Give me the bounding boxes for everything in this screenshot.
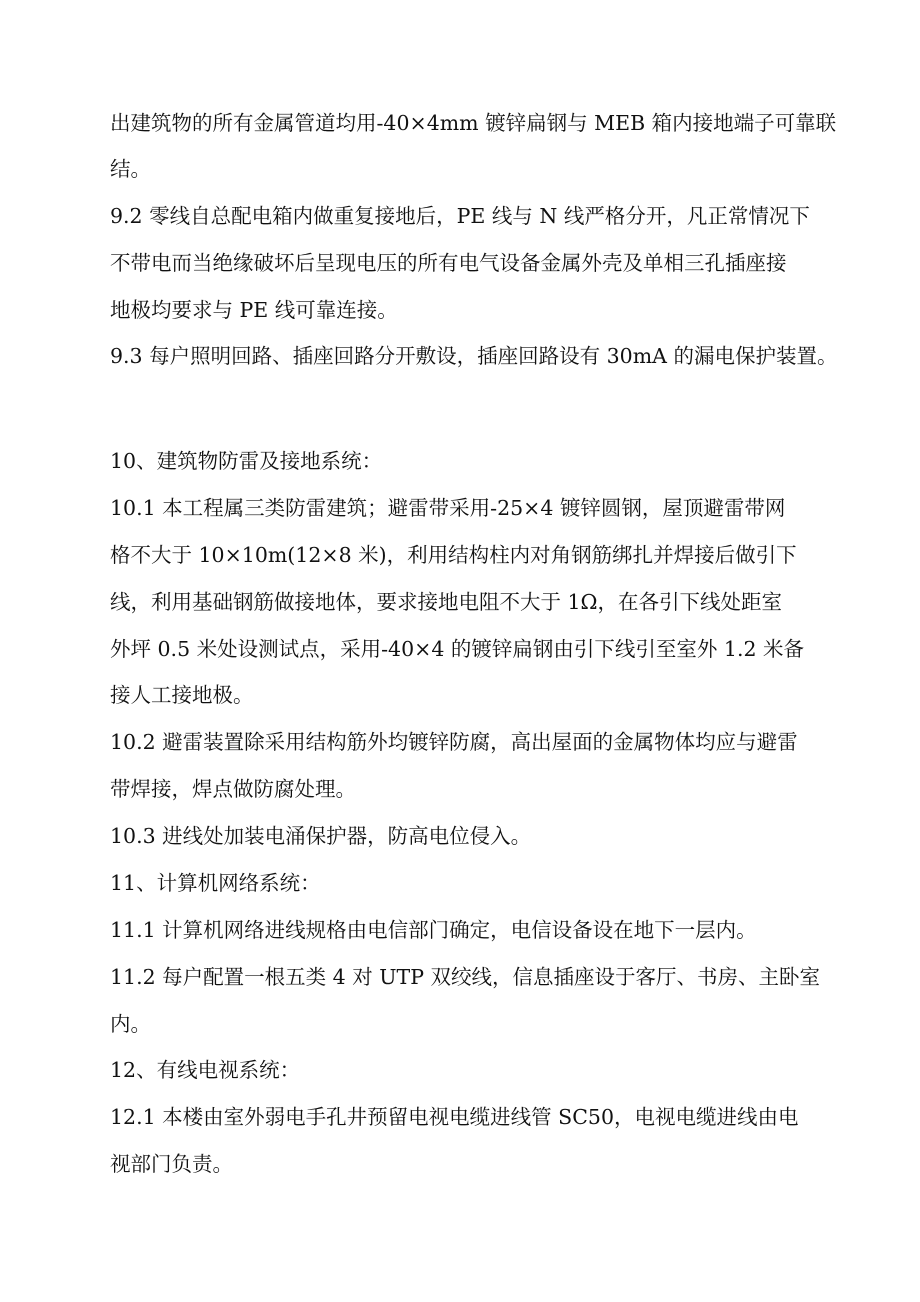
text-line: 12.1 本楼由室外弱电手孔井预留电视电缆进线管 SC50，电视电缆进线由电	[110, 1105, 799, 1129]
section-heading: 10、建筑物防雷及接地系统：	[110, 449, 383, 473]
section-heading: 11、计算机网络系统：	[110, 871, 321, 895]
text-line: 地极均要求与 PE 线可靠连接。	[110, 298, 398, 322]
text-line: 9.3 每户照明回路、插座回路分开敷设，插座回路设有 30mA 的漏电保护装置。	[110, 344, 838, 368]
text-line: 10.3 进线处加装电涌保护器，防高电位侵入。	[110, 824, 532, 848]
text-line: 视部门负责。	[110, 1152, 233, 1176]
text-line: 9.2 零线自总配电箱内做重复接地后，PE 线与 N 线严格分开，凡正常情况下	[110, 204, 810, 228]
text-line: 出建筑物的所有金属管道均用-40×4mm 镀锌扁钢与 MEB 箱内接地端子可靠联	[110, 111, 837, 135]
section-heading: 12、有线电视系统：	[110, 1058, 301, 1082]
text-line: 接人工接地极。	[110, 683, 254, 707]
text-line: 内。	[110, 1012, 151, 1036]
text-line: 不带电而当绝缘破坏后呈现电压的所有电气设备金属外壳及单相三孔插座接	[110, 251, 787, 275]
text-line: 结。	[110, 157, 151, 181]
text-line: 11.1 计算机网络进线规格由电信部门确定，电信设备设在地下一层内。	[110, 918, 757, 942]
text-line: 外坪 0.5 米处设测试点，采用-40×4 的镀锌扁钢由引下线引至室外 1.2 米备	[110, 637, 805, 661]
text-line: 线，利用基础钢筋做接地体，要求接地电阻不大于 1Ω，在各引下线处距室	[110, 590, 783, 614]
text-line: 11.2 每户配置一根五类 4 对 UTP 双绞线，信息插座设于客厅、书房、主卧室	[110, 965, 821, 989]
text-line: 10.2 避雷装置除采用结构筋外均镀锌防腐，高出屋面的金属物体均应与避雷	[110, 730, 798, 754]
text-line: 带焊接，焊点做防腐处理。	[110, 777, 356, 801]
text-line: 10.1 本工程属三类防雷建筑；避雷带采用-25×4 镀锌圆钢，屋顶避雷带网	[110, 496, 786, 520]
text-line: 格不大于 10×10m(12×8 米)，利用结构柱内对角钢筋绑扎并焊接后做引下	[110, 543, 797, 567]
